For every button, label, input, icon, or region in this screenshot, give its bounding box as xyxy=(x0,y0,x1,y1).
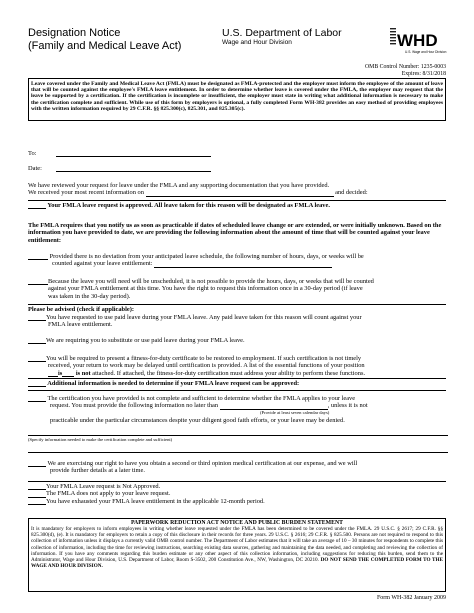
cert-text-2: request. You must provide the following information no later than xyxy=(50,402,219,410)
fitness-text-2: received, your return to work may be delayed until certification is provided. A list of the essential functions of your position xyxy=(48,362,365,370)
form-number: Form WH-382 January 2009 xyxy=(376,595,446,601)
not-approved-section xyxy=(28,483,448,505)
division-name: Wage and Hour Division xyxy=(222,39,292,46)
second-opinion-checkbox[interactable] xyxy=(28,460,46,467)
fitness-text-3: attached. If attached, the fitness-for-duty certification must address your ability to perform these functions. xyxy=(92,369,366,377)
paid-leave-checkbox[interactable] xyxy=(28,314,46,321)
cert-text-4: practicable under the particular circumstances despite your diligent good faith efforts, or your leave may be denied. xyxy=(50,416,345,424)
is-not-checkbox[interactable] xyxy=(62,370,74,377)
is-label: is xyxy=(58,369,63,377)
is-not-label: is not xyxy=(75,369,91,377)
form-title xyxy=(28,27,181,53)
cert-deadline-note: (Provide at least seven calendar days) xyxy=(260,409,330,415)
paperwork-title: PAPERWORK REDUCTION ACT NOTICE AND PUBLIC BURDEN STATEMENT xyxy=(130,519,344,526)
second-opinion xyxy=(28,460,448,475)
divider-2 xyxy=(28,304,446,305)
cert-text-1: The certification you have provided is not complete and sufficient to determine whether the FMLA applies to your leave xyxy=(47,395,356,402)
not-approved-text: Your FMLA Leave request is Not Approved. xyxy=(46,483,161,490)
omb-block xyxy=(365,64,446,78)
unscheduled-text-3: was taken in the 30-day period). xyxy=(48,292,131,300)
divider-5 xyxy=(28,481,446,482)
second-opinion-text-1: We are exercising our right to have you obtain a second or third opinion medical certification at our expense, and we will xyxy=(47,460,358,467)
whd-logo xyxy=(388,22,448,62)
info-needed-field-2[interactable] xyxy=(28,452,448,453)
scheduled-checkbox[interactable] xyxy=(28,253,48,260)
advised-heading: Please be advised (check if applicable): xyxy=(28,306,134,313)
date-field[interactable] xyxy=(56,165,211,172)
additional-text: Additional information is needed to determine if your FMLA leave request can be approved: xyxy=(47,380,300,387)
cert-incomplete xyxy=(28,395,448,424)
not-apply-checkbox[interactable] xyxy=(28,491,46,498)
option-scheduled xyxy=(28,253,448,268)
logo-text: WHD xyxy=(397,31,438,50)
scheduled-text-1: Provided there is no deviation from your anticipated leave schedule, the following number of hours, days, or weeks will be xyxy=(49,253,364,260)
expiration: Expires: 8/31/2018 xyxy=(401,71,446,77)
approved-row xyxy=(28,202,448,209)
unscheduled-text-2: against your FMLA entitlement at this time. You have the right to request this information once in a 30-day period (if leave xyxy=(48,285,363,293)
intro-box xyxy=(28,78,446,121)
fitness-text-1: You will be required to present a fitness-for-duty certificate to be restored to employment. If such certification is not timely xyxy=(46,355,362,362)
advised-paid-leave xyxy=(28,314,448,329)
paid-leave-text-2: FMLA leave entitlement. xyxy=(48,321,113,329)
entitlement-field[interactable] xyxy=(154,261,332,268)
divider-4 xyxy=(28,390,446,391)
advised-fitness xyxy=(28,355,448,377)
omb-number: OMB Control Number: 1235-0003 xyxy=(365,64,446,70)
reviewed-section xyxy=(28,182,448,197)
requires-text: The FMLA requires that you notify us as soon as practicable if dates of scheduled leave change or are extended, or were initially unknown. Based on the information you have provided to date, we are providing the following information about the amount of time that will be counted against your leave entitlement: xyxy=(28,222,442,244)
received-date-field[interactable] xyxy=(146,190,334,197)
additional-row xyxy=(28,380,448,387)
reviewed-prefix: We received your most recent information on xyxy=(28,189,144,197)
paid-leave-text-1: You have requested to use paid leave during your FMLA leave. Any paid leave taken for this reason will count against your xyxy=(46,314,362,321)
divider-1 xyxy=(28,200,446,201)
cert-spec-note: (Specify information needed to make the certification complete and sufficient) xyxy=(28,437,173,442)
not-approved-checkbox[interactable] xyxy=(28,483,46,490)
paperwork-box xyxy=(28,518,446,592)
not-apply-text: The FMLA does not apply to your leave request. xyxy=(46,490,171,498)
info-needed-field-1[interactable] xyxy=(28,435,448,436)
reviewed-suffix: and decided: xyxy=(335,189,368,197)
cert-text-3: , unless it is not xyxy=(327,402,368,410)
agency-block xyxy=(222,27,342,47)
approved-text: Your FMLA leave request is approved. All leave taken for this reason will be designated as FMLA leave. xyxy=(47,202,330,209)
scheduled-text-2: counted against your leave entitlement: xyxy=(52,260,153,268)
option-unscheduled xyxy=(28,278,448,300)
deadline-field[interactable] xyxy=(220,403,328,410)
exhausted-text: You have exhausted your FMLA leave entitlement in the applicable 12-month period. xyxy=(46,497,265,505)
paperwork-text: It is mandatory for employers to inform employees in writing whether leave requested under the FMLA has been determined to be covered under the FMLA. 29 U.S.C. § 2617; 29 C.F.R. §§ 825.300(d), (e). It is mandatory for employers to retain a copy of this disclosure in their records for three years. 29 U.S.C. § 2616; 29 C.F.R. § 825.500. Persons are not required to respond to this collection of information unless it displays a currently valid OMB control number. The Department of Labor estimates that it will take an average of 10 – 30 minutes for respondents to complete this collection of information, including the time for reviewing instructions, searching existing data sources, gathering and maintaining the data needed, and completing and reviewing the collection of information. If you have any comments regarding this burden estimate or any other aspect of this collection information, including suggestions for reducing this burden, send them to the Administrator, Wage and Hour Division, U.S. Department of Labor, Room S-3502, 200 Constitution Ave., NW, Washington, DC 20210. xyxy=(31,525,443,563)
cert-incomplete-checkbox[interactable] xyxy=(28,395,46,402)
substitute-checkbox[interactable] xyxy=(28,337,46,344)
advised-substitute xyxy=(28,337,448,344)
is-checkbox[interactable] xyxy=(48,370,58,377)
unscheduled-text-1: Because the leave you will need will be unscheduled, it is not possible to provide the hours, days, or weeks that will be counted xyxy=(48,278,374,285)
to-field[interactable] xyxy=(56,150,211,157)
date-row xyxy=(28,165,448,172)
date-label: Date: xyxy=(28,165,42,172)
agency-name: U.S. Department of Labor xyxy=(222,27,342,39)
paperwork-bold: DO NOT SEND THE COMPLETED FORM TO THE WAGE AND HOUR DIVISION. xyxy=(31,556,444,570)
fitness-checkbox[interactable] xyxy=(28,355,46,362)
logo-subtext: U.S. Wage and Hour Division xyxy=(405,50,447,54)
divider-3 xyxy=(28,378,446,379)
reviewed-line-2 xyxy=(28,189,448,196)
approved-checkbox[interactable] xyxy=(28,202,46,209)
exhausted-checkbox[interactable] xyxy=(28,498,46,505)
unscheduled-checkbox[interactable] xyxy=(28,278,48,285)
intro-text: Leave covered under the Family and Medical Leave Act (FMLA) must be designated as FMLA-protected and the employer must inform the employee of the amount of leave that will be counted against the employee's FMLA leave entitlement. In order to determine whether leave is covered under the FMLA, the employer may request that the leave be supported by a certification. If the certification is incomplete or insufficient, the employer must state in writing what additional information is necessary to make the certification complete and sufficient. While use of this form by employers is optional, a fully completed Form WH-382 provides an easy method of providing employees with the written information required by 29 C.F.R. §§ 825.300(c), 825.301, and 825.305(c). xyxy=(31,80,443,113)
to-label: To: xyxy=(28,150,37,157)
additional-checkbox[interactable] xyxy=(28,380,46,387)
title-line-2: (Family and Medical Leave Act) xyxy=(28,40,182,52)
paperwork-body xyxy=(31,526,443,569)
to-row xyxy=(28,150,448,157)
substitute-text: We are requiring you to substitute or use paid leave during your FMLA leave. xyxy=(46,337,245,344)
reviewed-line-1: We have reviewed your request for leave under the FMLA and any supporting documentation that you have provided. xyxy=(28,182,330,189)
second-opinion-text-2: provide further details at a later time. xyxy=(50,467,145,475)
title-line-1: Designation Notice xyxy=(28,27,121,39)
